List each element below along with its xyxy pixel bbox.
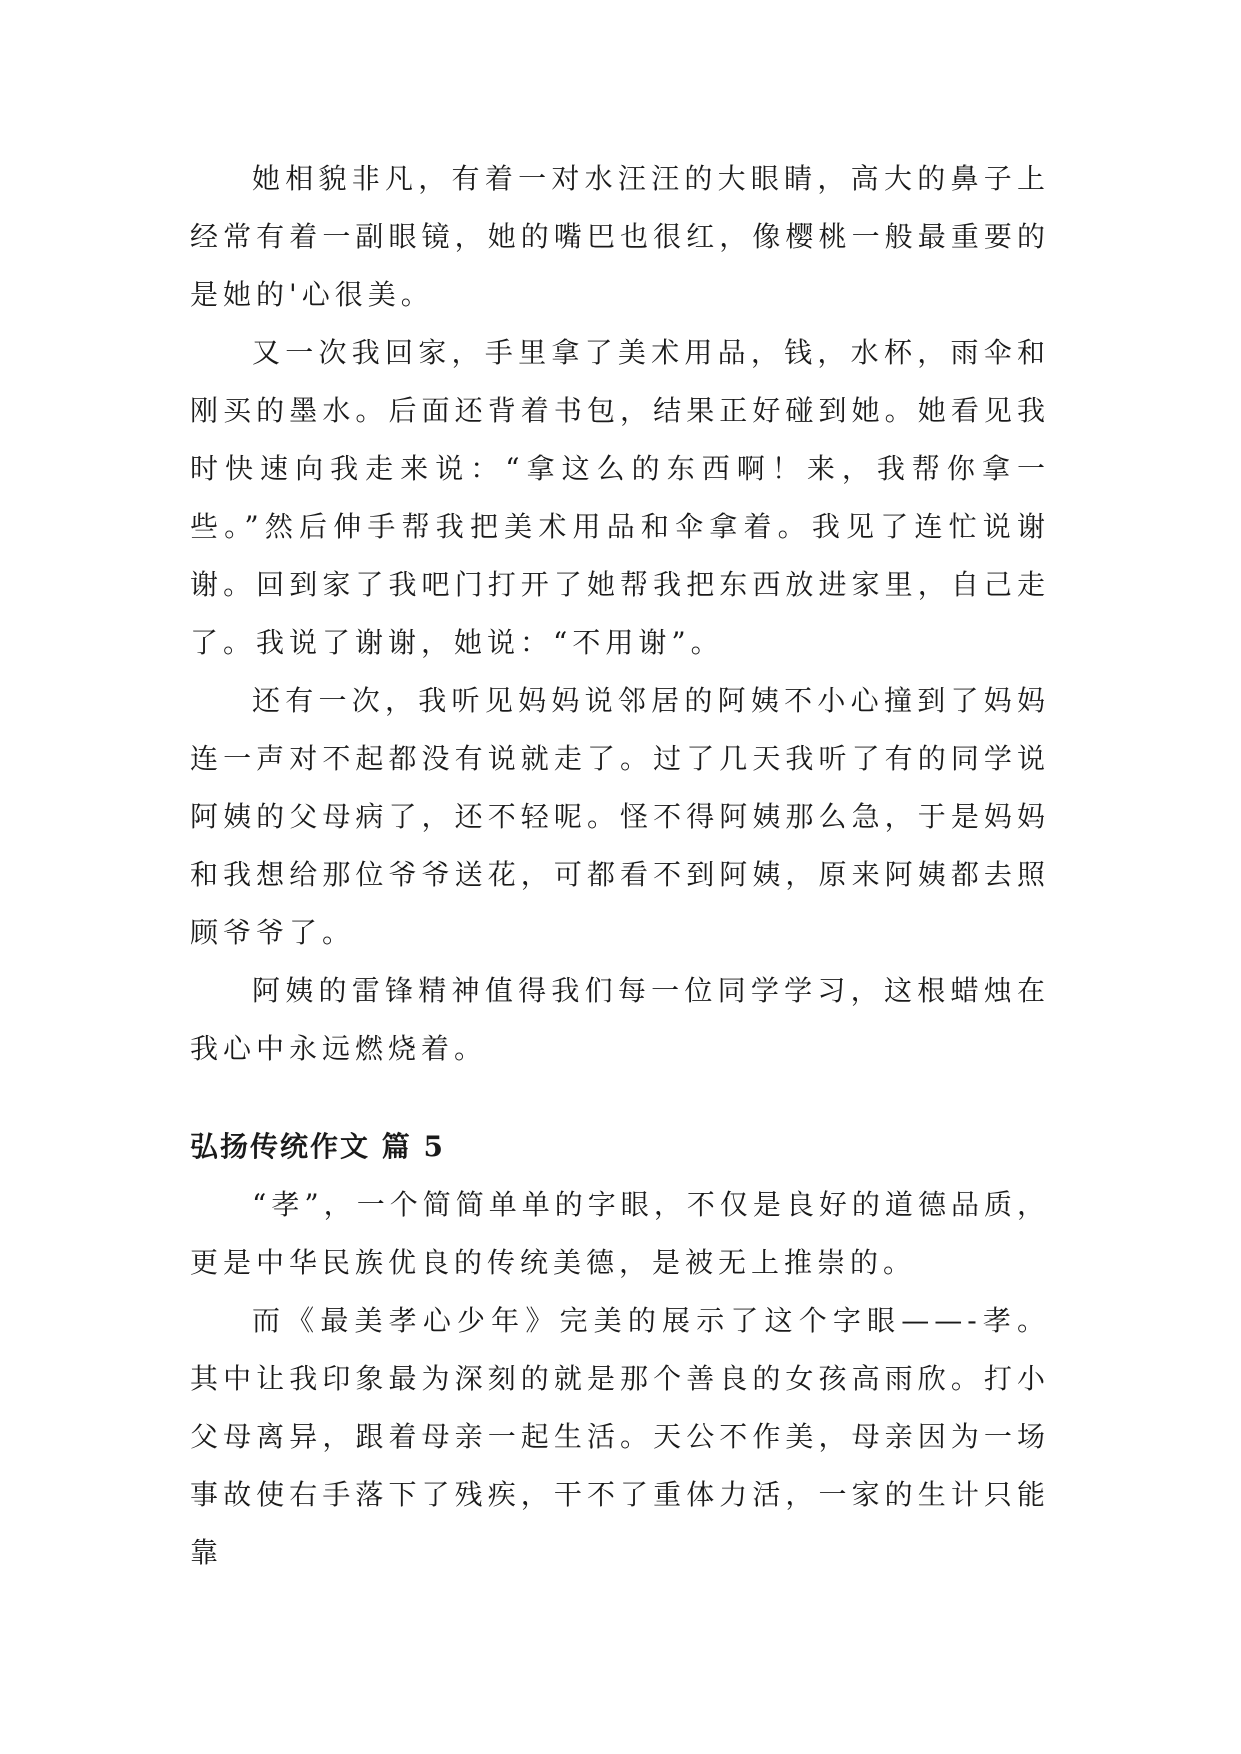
paragraph: 而《最美孝心少年》完美的展示了这个字眼——-孝。其中让我印象最为深刻的就是那个善良的女孩高雨欣。打小父母离异，跟着母亲一起生活。天公不作美，母亲因为一场事故使右手落下了残疾，干不了重体力活，一家的生计只能靠 bbox=[190, 1304, 1050, 1569]
paragraph: 她相貌非凡，有着一对水汪汪的大眼睛，高大的鼻子上经常有着一副眼镜，她的嘴巴也很红，像樱桃一般最重要的是她的'心很美。 bbox=[190, 162, 1050, 311]
paragraph: “孝”，一个简简单单的字眼，不仅是良好的道德品质，更是中华民族优良的传统美德，是被无上推崇的。 bbox=[190, 1188, 1050, 1279]
paragraph: 还有一次，我听见妈妈说邻居的阿姨不小心撞到了妈妈连一声对不起都没有说就走了。过了几天我听了有的同学说阿姨的父母病了，还不轻呢。怪不得阿姨那么急，于是妈妈和我想给那位爷爷送花，可都看不到阿姨，原来阿姨都去照顾爷爷了。 bbox=[190, 684, 1050, 949]
paragraph: 又一次我回家，手里拿了美术用品，钱，水杯，雨伞和刚买的墨水。后面还背着书包，结果正好碰到她。她看见我时快速向我走来说：“拿这么的东西啊！来，我帮你拿一些。”然后伸手帮我把美术用品和伞拿着。我见了连忙说谢谢。回到家了我吧门打开了她帮我把东西放进家里，自己走了。我说了谢谢，她说：“不用谢”。 bbox=[190, 336, 1050, 659]
document-page bbox=[190, 150, 1050, 1582]
section-title: 弘扬传统作文 篇 5 bbox=[190, 1130, 445, 1163]
paragraph: 阿姨的雷锋精神值得我们每一位同学学习，这根蜡烛在我心中永远燃烧着。 bbox=[190, 974, 1050, 1065]
